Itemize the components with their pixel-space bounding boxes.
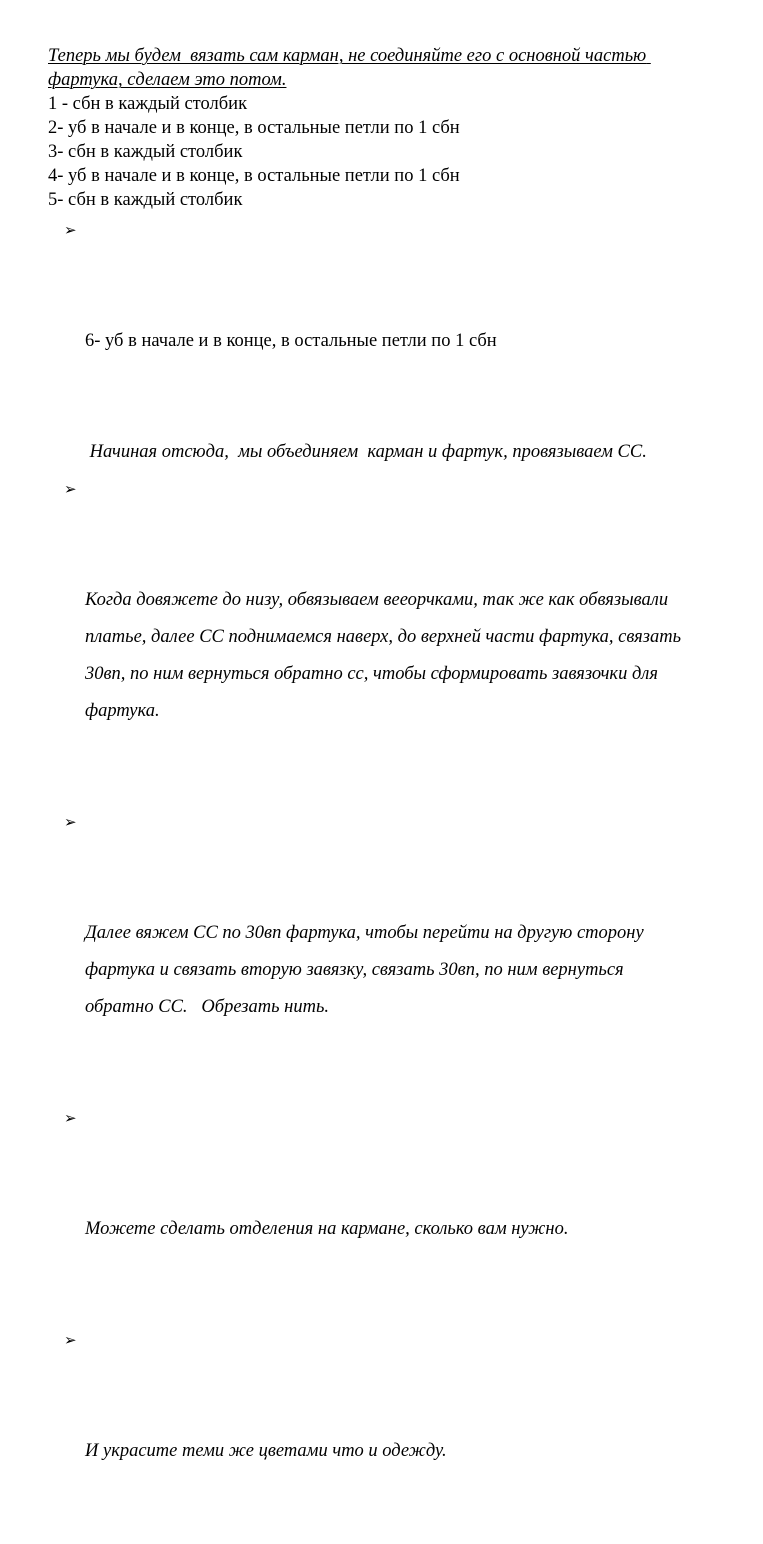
numbered-list-item: 3- сбн в каждый столбик	[48, 142, 243, 162]
arrow-bullet-icon: ➢	[64, 1331, 77, 1349]
bullet-list-item	[64, 1322, 689, 1544]
bullet-item-text: 6- уб в начале и в конце, в остальные петли по 1 сбн	[85, 331, 497, 351]
arrow-bullet-icon: ➢	[64, 1109, 77, 1127]
arrow-bullet-icon: ➢	[64, 221, 77, 239]
arrow-bullet-icon: ➢	[64, 480, 77, 498]
bullet-list-item	[64, 471, 689, 804]
arrow-bullet-icon: ➢	[64, 813, 77, 831]
bullet-continuation-text: Начиная отсюда, мы объединяем карман и фартук, провязываем СС.	[85, 442, 647, 462]
numbered-list-item: 2- уб в начале и в конце, в остальные петли по 1 сбн	[48, 118, 460, 138]
bullet-list-item	[64, 1100, 689, 1322]
numbered-list-item: 1 - сбн в каждый столбик	[48, 94, 248, 114]
bullet-item-text: Далее вяжем СС по 30вп фартука, чтобы перейти на другую сторону фартука и связать вторую завязку, связать 30вп, по ним вернуться обратно СС. Обрезать нить.	[85, 923, 649, 1017]
bullet-list-item	[64, 804, 689, 1100]
document-heading: Теперь мы будем вязать сам карман, не соединяйте его с основной частью фартука, сделаем это потом.	[48, 46, 651, 90]
bullet-list-item	[64, 212, 689, 434]
numbered-instruction-list	[48, 92, 689, 212]
numbered-list-item: 5- сбн в каждый столбик	[48, 190, 243, 210]
arrow-bullet-list	[48, 212, 689, 1544]
numbered-list-item: 4- уб в начале и в конце, в остальные петли по 1 сбн	[48, 166, 460, 186]
bullet-item-text: Можете сделать отделения на кармане, сколько вам нужно.	[85, 1219, 569, 1239]
bullet-item-text: И украсите теми же цветами что и одежду.	[85, 1441, 447, 1461]
bullet-item-text: Когда довяжете до низу, обвязываем вееорчками, так же как обвязывали платье, далее СС поднимаемся наверх, до верхней части фартука, связать 30вп, по ним вернуться обратно сс, чтобы сформировать завязочки для фартука.	[85, 590, 686, 721]
